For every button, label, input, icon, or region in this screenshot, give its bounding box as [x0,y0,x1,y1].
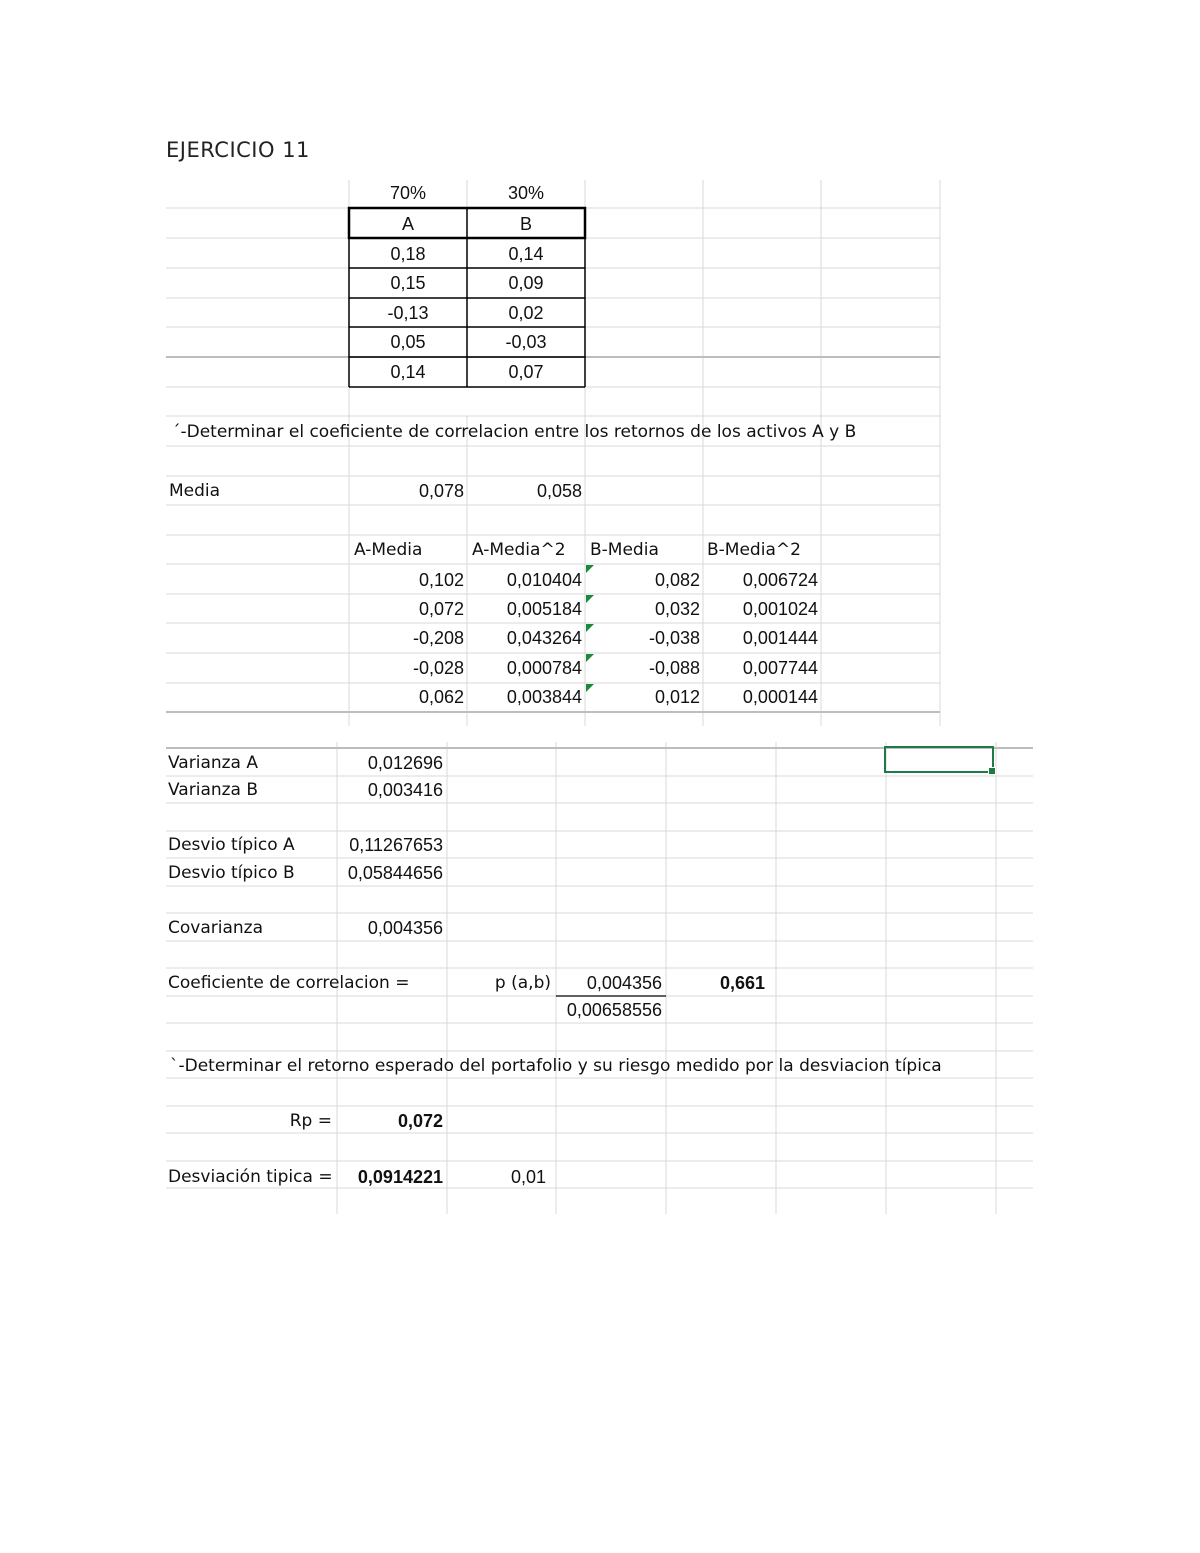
media-b-value: 0,058 [536,481,582,501]
var-a-value: 0,012696 [367,753,443,773]
corr-label: Coeficiente de correlacion = [168,973,410,993]
sd-b-label: Desvio típico B [168,863,295,883]
dev-cell: 0,072 [418,599,464,619]
cov-value: 0,004356 [367,918,443,938]
sd-a-value: 0,11267653 [349,835,443,855]
dev-cell: -0,028 [412,658,464,678]
page-title: EJERCICIO 11 [166,138,310,162]
dev-cell: 0,007744 [742,658,818,678]
dev-header-b-media: B-Media [590,540,659,560]
return-a-cell: 0,18 [390,244,426,264]
dev-cell: 0,062 [418,687,464,707]
return-a-cell: 0,14 [390,362,426,382]
extra-value: 0,01 [510,1167,546,1187]
header-a: A [401,214,414,234]
instruction-correlation: ´-Determinar el coeficiente de correlacion entre los retornos de los activos A y B [172,422,857,442]
corr-numerator: 0,004356 [586,973,662,993]
error-indicator-icon[interactable] [586,684,594,692]
return-b-cell: 0,02 [508,303,544,323]
error-indicator-icon[interactable] [586,565,594,573]
dev-cell: 0,000784 [506,658,582,678]
instruction-portfolio: `-Determinar el retorno esperado del portafolio y su riesgo medido por la desviacion típica [170,1056,942,1076]
error-indicator-icon[interactable] [586,654,594,662]
dev-cell: 0,006724 [742,570,818,590]
sd-portfolio-value: 0,0914221 [357,1167,443,1187]
return-b-cell: 0,09 [508,273,544,293]
dev-cell: 0,102 [418,570,464,590]
return-a-cell: -0,13 [387,303,429,323]
error-indicator-icon[interactable] [586,624,594,632]
rp-value: 0,072 [397,1111,443,1131]
weight-a: 70% [389,183,427,203]
sd-portfolio-label: Desviación tipica = [168,1167,333,1187]
dev-header-b-media-sq: B-Media^2 [707,540,801,560]
dev-cell: 0,001024 [742,599,818,619]
weight-b: 30% [507,183,545,203]
rp-label: Rp = [289,1111,332,1131]
dev-cell: -0,038 [648,628,700,648]
cov-label: Covarianza [168,918,263,938]
dev-cell: 0,043264 [506,628,582,648]
dev-cell: 0,082 [654,570,700,590]
var-b-value: 0,003416 [367,780,443,800]
dev-cell: 0,005184 [506,599,582,619]
dev-cell: 0,032 [654,599,700,619]
dev-header-a-media: A-Media [354,540,423,560]
dev-cell: 0,012 [654,687,700,707]
return-b-cell: -0,03 [505,332,547,352]
rho-label: p (a,b) [494,973,551,993]
active-cell-selection[interactable] [884,746,994,773]
error-indicator-icon[interactable] [586,595,594,603]
dev-header-a-media-sq: A-Media^2 [472,540,566,560]
corr-result: 0,661 [719,973,765,993]
dev-cell: 0,001444 [742,628,818,648]
var-b-label: Varianza B [168,780,259,800]
return-a-cell: 0,05 [390,332,426,352]
corr-denominator: 0,00658556 [566,1000,662,1020]
dev-cell: 0,010404 [506,570,582,590]
dev-cell: 0,000144 [742,687,818,707]
return-b-cell: 0,14 [508,244,544,264]
media-a-value: 0,078 [418,481,464,501]
var-a-label: Varianza A [168,753,259,773]
fill-handle[interactable] [988,767,996,775]
dev-cell: -0,088 [648,658,700,678]
return-b-cell: 0,07 [508,362,544,382]
dev-cell: -0,208 [412,628,464,648]
sd-b-value: 0,05844656 [347,863,443,883]
dev-cell: 0,003844 [506,687,582,707]
media-label: Media [169,481,221,501]
return-a-cell: 0,15 [390,273,426,293]
sd-a-label: Desvio típico A [168,835,295,855]
header-b: B [519,214,532,234]
